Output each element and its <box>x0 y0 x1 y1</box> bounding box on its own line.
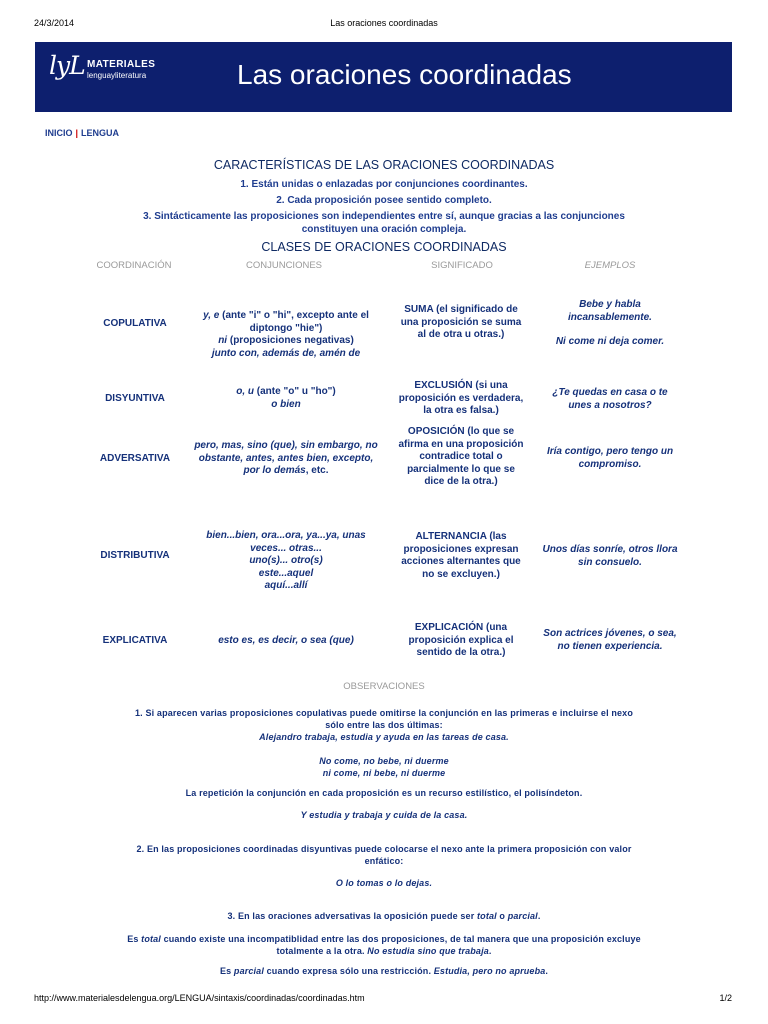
conjunciones-explicativa: esto es, es decir, o sea (que) <box>218 635 354 646</box>
page-title: Las oraciones coordinadas <box>237 59 572 90</box>
column-header-conjunciones: CONJUNCIONES <box>245 260 322 271</box>
conjunciones-copulativa: y, e (ante "i" o "hi", excepto ante el diptongo "hie") ni (proposiciones negativas) junto con, además de, amén de <box>203 310 369 359</box>
print-date: 24/3/2014 <box>34 18 75 28</box>
clase-explicativa: EXPLICATIVA <box>102 635 168 646</box>
site-logo[interactable] <box>49 51 179 85</box>
observacion-3-total: Es total cuando existe una incompatiblidad entre las dos proposiciones, de tal manera que una proposición excluye totalmente a la otra. No estudia sino que trabaja. <box>127 934 641 956</box>
observacion-3-parcial: Es parcial cuando expresa sólo una restricción. Estudia, pero no aprueba. <box>219 966 549 976</box>
print-title: Las oraciones coordinadas <box>330 18 438 28</box>
significado-disyuntiva: EXCLUSIÓN (si una proposición es verdadera, la otra es falsa.) <box>398 380 524 416</box>
site-banner <box>35 42 732 112</box>
observacion-1-polisindeton: La repetición la conjunción en cada proposición es un recurso estilístico, el polisíndeton. <box>185 788 583 798</box>
ejemplo-distributiva: Unos días sonríe, otros llora sin consuelo. <box>542 544 678 568</box>
caracteristica-3-cont: constituyen una oración compleja. <box>301 224 467 235</box>
observacion-3: 3. En las oraciones adversativas la oposición puede ser total o parcial. <box>227 911 541 921</box>
significado-copulativa: SUMA (el significado de una proposición se suma al de otra u otras.) <box>400 304 522 340</box>
caracteristica-3: 3. Sintácticamente las proposiciones son independientes entre sí, aunque gracias a las conjunciones <box>143 211 625 222</box>
breadcrumb <box>45 128 119 138</box>
column-header-ejemplos: EJEMPLOS <box>584 260 636 271</box>
breadcrumb-separator: | <box>75 128 79 138</box>
column-header-coordinacion: COORDINACIÓN <box>96 260 172 271</box>
clase-distributiva: DISTRIBUTIVA <box>100 550 170 561</box>
caracteristicas-heading: CARACTERÍSTICAS DE LAS ORACIONES COORDINADAS <box>213 158 555 172</box>
observacion-1-ejemplo-polisindeton: Y estudia y trabaja y cuida de la casa. <box>300 810 468 820</box>
conjunciones-disyuntiva: o, u (ante "o" u "ho") o bien <box>236 386 336 410</box>
clases-heading: CLASES DE ORACIONES COORDINADAS <box>261 240 507 254</box>
conjunciones-adversativa: pero, mas, sino (que), sin embargo, no obstante, antes, antes bien, excepto, por lo demás, etc. <box>194 440 378 476</box>
logo-mark: lyL <box>49 51 85 80</box>
observaciones-heading: OBSERVACIONES <box>343 681 425 692</box>
caracteristica-1: 1. Están unidas o enlazadas por conjunciones coordinantes. <box>240 179 528 190</box>
column-header-significado: SIGNIFICADO <box>431 260 493 271</box>
significado-distributiva: ALTERNANCIA (las proposiciones expresan acciones alternantes que no se excluyen.) <box>401 531 521 580</box>
observacion-1-ejemplos: No come, no bebe, ni duerme ni come, ni bebe, ni duerme <box>319 756 449 778</box>
ejemplo-disyuntiva: ¿Te quedas en casa o te unes a nosotros? <box>552 387 668 411</box>
observacion-2: 2. En las proposiciones coordinadas disyuntivas puede colocarse el nexo ante la primera proposición con valor enfático: <box>136 844 632 866</box>
breadcrumb-lengua-link[interactable]: LENGUA <box>81 128 120 138</box>
conjunciones-distributiva: bien...bien, ora...ora, ya...ya, unas veces... otras... uno(s)... otro(s) este...aquel aquí...allí <box>206 530 366 591</box>
breadcrumb-home-link[interactable]: INICIO <box>45 128 73 138</box>
ejemplo-explicativa: Son actrices jóvenes, o sea, no tienen experiencia. <box>543 628 677 652</box>
print-page-number: 1/2 <box>719 993 732 1003</box>
caracteristica-2: 2. Cada proposición posee sentido completo. <box>276 195 492 206</box>
ejemplo-copulativa: Bebe y habla incansablemente. Ni come ni deja comer. <box>555 299 665 347</box>
clase-disyuntiva: DISYUNTIVA <box>105 393 165 404</box>
significado-adversativa: OPOSICIÓN (lo que se afirma en una proposición contradice total o parcialmente lo que se dice de la otra.) <box>398 426 524 487</box>
observacion-2-ejemplo: O lo tomas o lo dejas. <box>335 878 433 888</box>
ejemplo-adversativa: Iría contigo, pero tengo un compromiso. <box>546 446 674 470</box>
clase-copulativa: COPULATIVA <box>103 318 167 329</box>
print-url: http://www.materialesdelengua.org/LENGUA/sintaxis/coordinadas/coordinadas.htm <box>34 993 365 1003</box>
significado-explicativa: EXPLICACIÓN (una proposición explica el sentido de la otra.) <box>408 622 514 658</box>
logo-text-materiales: MATERIALES <box>87 59 156 70</box>
observacion-1: 1. Si aparecen varias proposiciones copulativas puede omitirse la conjunción en las primeras e incluirse el nexo sólo entre las dos últimas: Alejandro trabaja, estudia y ayuda en las tareas de casa. <box>135 708 633 742</box>
clase-adversativa: ADVERSATIVA <box>99 453 171 464</box>
logo-text-lengua: lenguayliteratura <box>87 71 147 80</box>
